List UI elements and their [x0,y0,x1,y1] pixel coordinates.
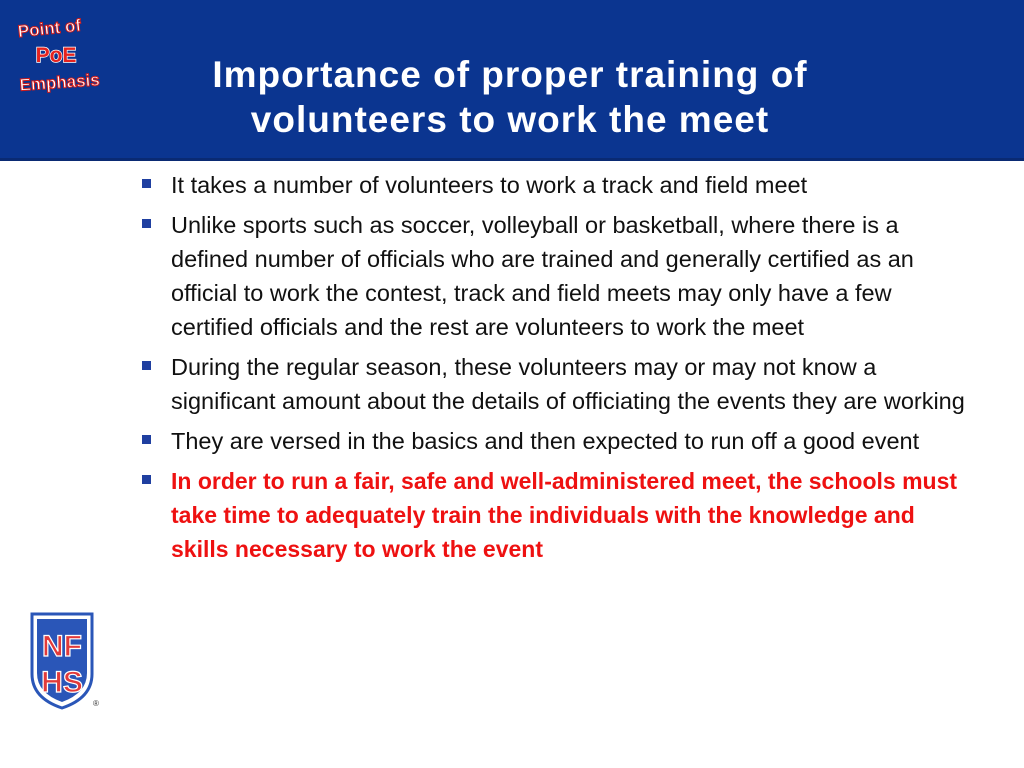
square-bullet-icon [142,219,151,228]
square-bullet-icon [142,475,151,484]
poe-logo-line3: Emphasis [18,70,101,95]
bullet-text: During the regular season, these volunteers may or may not know a significant amount about the details of officiating the events they are working [171,354,965,414]
registered-mark: ® [93,699,99,708]
bullet-item [140,168,970,202]
slide-title-line1: Importance of proper training of [212,54,808,95]
bullet-item [140,424,970,458]
emphasis-bullet-text: In order to run a fair, safe and well-administered meet, the schools must take time to adequately train the individuals with the knowledge and skills necessary to work the event [171,468,958,562]
bullet-text: It takes a number of volunteers to work a track and field meet [171,172,808,198]
nfhs-logo-top-letters: NF [42,630,82,663]
square-bullet-icon [142,179,151,188]
slide-title-line2: volunteers to work the meet [250,99,770,140]
square-bullet-icon [142,435,151,444]
square-bullet-icon [142,361,151,370]
slide-title [125,52,895,142]
bullet-text: Unlike sports such as soccer, volleyball or basketball, where there is a defined number of officials who are trained and generally certified as an official to work the contest, track and field meets may only have a few certified officials and the rest are volunteers to work the meet [171,212,914,340]
poe-logo-line2: PoE [35,44,77,67]
bullet-list [140,168,970,572]
bullet-item [140,350,970,418]
bullet-item [140,208,970,344]
nfhs-logo-bottom-letters: HS [41,666,83,699]
poe-logo-line1: Point of [16,15,82,42]
title-banner-divider [0,158,1024,161]
nfhs-logo [30,612,102,710]
point-of-emphasis-logo [10,8,115,98]
bullet-text: They are versed in the basics and then expected to run off a good event [171,428,920,454]
emphasis-bullet-item [140,464,970,566]
